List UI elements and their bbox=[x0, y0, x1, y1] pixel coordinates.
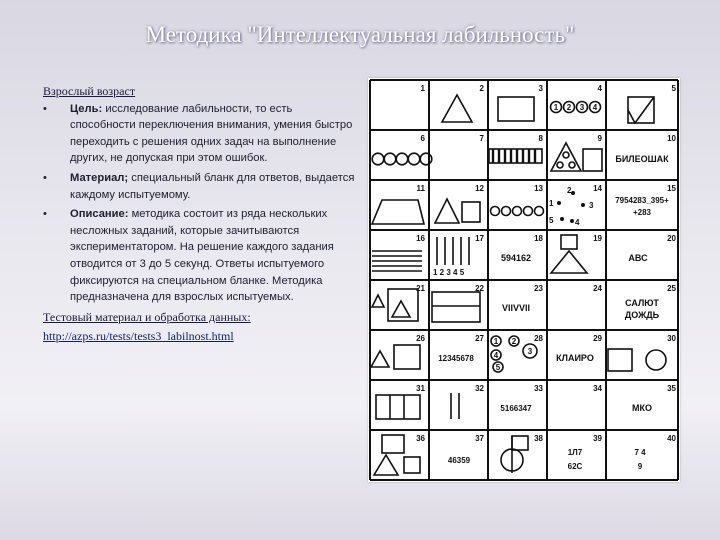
digit-label: 5 bbox=[495, 363, 501, 372]
letters-label: МКО bbox=[632, 403, 652, 413]
bullet-goal-term: Цель: bbox=[70, 102, 103, 115]
triangle-shape bbox=[435, 199, 459, 223]
grid-lines bbox=[370, 80, 678, 480]
digit-label: 1 bbox=[493, 337, 499, 346]
cell-number: 31 bbox=[416, 384, 425, 393]
test-form-grid bbox=[368, 78, 680, 482]
cell-number: 36 bbox=[416, 434, 425, 443]
square-shape bbox=[561, 235, 577, 249]
digit-label: 2 bbox=[511, 337, 517, 346]
digit-label: 3 bbox=[527, 347, 533, 356]
digit-label: 3 bbox=[589, 201, 594, 210]
cell-number: 28 bbox=[534, 334, 543, 343]
check-mark-shape bbox=[628, 97, 654, 123]
cell-number: 9 bbox=[597, 134, 602, 143]
digit-label: 4 bbox=[575, 218, 580, 227]
word-label: КЛАИРО bbox=[556, 353, 594, 363]
bullet-description bbox=[43, 206, 358, 306]
cell-number: 6 bbox=[420, 134, 425, 143]
cell-number: 37 bbox=[475, 434, 484, 443]
cell-number: 40 bbox=[667, 434, 676, 443]
cell-number: 39 bbox=[593, 434, 602, 443]
code-line-1: 1Л7 bbox=[567, 448, 583, 457]
square-shape bbox=[382, 435, 404, 453]
square-shape bbox=[404, 457, 420, 473]
square-shape bbox=[512, 436, 528, 450]
cell-number: 8 bbox=[538, 134, 543, 143]
symbols-label: VIIVVII bbox=[501, 303, 531, 313]
cell-number: 17 bbox=[475, 234, 484, 243]
cell-number: 22 bbox=[475, 284, 484, 293]
cell-number: 14 bbox=[593, 184, 602, 193]
rectangle-shape bbox=[498, 97, 534, 121]
square-shape bbox=[394, 345, 420, 369]
cell-number: 32 bbox=[475, 384, 484, 393]
cell-number: 18 bbox=[534, 234, 543, 243]
bullet-material-term: Материал; bbox=[70, 171, 129, 184]
digit-label: 2 bbox=[567, 186, 572, 195]
word-line-1: САЛЮТ bbox=[625, 298, 659, 308]
digit-label: 4 bbox=[493, 351, 499, 360]
cell-number: 27 bbox=[475, 334, 484, 343]
bullet-material bbox=[43, 170, 358, 203]
cell-number: 4 bbox=[597, 84, 602, 93]
cell-number: 35 bbox=[667, 384, 676, 393]
cell-number: 24 bbox=[593, 284, 602, 293]
triangle-shape bbox=[372, 295, 384, 307]
bullet-goal bbox=[43, 101, 358, 167]
digit-label: 2 bbox=[566, 103, 572, 112]
cell-number: 13 bbox=[534, 184, 543, 193]
bullet-list bbox=[43, 101, 358, 306]
number-label: 5166347 bbox=[500, 404, 532, 413]
cell-number: 11 bbox=[416, 184, 425, 193]
cell-number: 38 bbox=[534, 434, 543, 443]
cell-number: 3 bbox=[538, 84, 543, 93]
square-shape bbox=[583, 149, 602, 171]
code-line-1: 7 4 bbox=[634, 448, 646, 457]
cell-number: 20 bbox=[667, 234, 676, 243]
rectangle-shape bbox=[432, 292, 480, 322]
number-label: 12345678 bbox=[438, 354, 474, 363]
cell-number: 26 bbox=[416, 334, 425, 343]
bullet-material-text: специальный бланк для ответов, выдается каждому испытуемому. bbox=[70, 171, 355, 201]
cell-number: 23 bbox=[534, 284, 543, 293]
square-shape bbox=[628, 97, 654, 123]
cell-number: 5 bbox=[671, 84, 676, 93]
cell-number: 10 bbox=[667, 134, 676, 143]
code-line-2: 9 bbox=[637, 462, 643, 471]
digit-label: 4 bbox=[592, 103, 598, 112]
digit-label: 1 bbox=[553, 103, 559, 112]
number-label: 594162 bbox=[500, 253, 532, 263]
slide-title: Методика "Интеллектуальная лабильность" bbox=[145, 22, 575, 47]
triangle-with-circles bbox=[551, 143, 581, 171]
expression-line-1: 7954283_395+ bbox=[615, 196, 669, 205]
cell-number: 12 bbox=[475, 184, 484, 193]
word-label: БИЛЕОШАК bbox=[615, 154, 669, 164]
rectangle-shape bbox=[376, 395, 420, 419]
footer-label: Тестовый материал и обработка данных: bbox=[43, 309, 251, 324]
text-column bbox=[43, 83, 358, 345]
circle-shape bbox=[396, 153, 408, 165]
bullet-goal-text: исследование лабильности, то есть способности переключения внимания, умения быстро переходить с решения одних задач на выполнение других, не допуская при этом ошибок. bbox=[70, 102, 353, 165]
square-shape bbox=[462, 202, 480, 222]
cell-number: 33 bbox=[534, 384, 543, 393]
cell-number: 19 bbox=[593, 234, 602, 243]
cell-number: 29 bbox=[593, 334, 602, 343]
circle-shape bbox=[384, 153, 396, 165]
number-label: 46359 bbox=[447, 456, 471, 465]
cell-number: 34 bbox=[593, 384, 602, 393]
expression-line-2: +283 bbox=[632, 208, 652, 217]
digit-label: 1 bbox=[549, 199, 554, 208]
bullet-description-text: методика состоит из ряда нескольких несложных заданий, которые зачитываются экспериментатором. На решение каждого задания отводится от 3 до 5 секунд. Ответы испытуемого фиксируются на специальном бланке. Методика предназначена для взрослых испытуемых. bbox=[70, 208, 334, 304]
cell-number: 21 bbox=[416, 284, 425, 293]
test-form-panel bbox=[368, 78, 680, 482]
cell-number: 16 bbox=[416, 234, 425, 243]
subheading: Взрослый возраст bbox=[43, 84, 136, 98]
triangle-shape bbox=[442, 95, 472, 122]
cell-number: 30 bbox=[667, 334, 676, 343]
triangle-shape bbox=[371, 351, 389, 367]
code-line-2: 62С bbox=[567, 462, 583, 471]
circle-shape bbox=[646, 350, 666, 370]
triangle-shape bbox=[392, 301, 410, 317]
digit-label: 3 bbox=[579, 103, 585, 112]
digit-label: 5 bbox=[549, 216, 554, 225]
footer-link[interactable]: http://azps.ru/tests/tests3_labilnost.html bbox=[43, 329, 234, 344]
triangle-shape bbox=[551, 251, 587, 273]
square-shape bbox=[608, 349, 632, 371]
circle-shape bbox=[372, 153, 384, 165]
triangle-shape bbox=[374, 455, 398, 475]
trapezoid-shape bbox=[372, 200, 424, 224]
circle-shape bbox=[420, 153, 432, 165]
cell-number: 25 bbox=[667, 284, 676, 293]
cell-number: 2 bbox=[479, 84, 484, 93]
circle-shape bbox=[408, 153, 420, 165]
cell-number: 1 bbox=[420, 84, 425, 93]
cell-number: 15 bbox=[667, 184, 676, 193]
cell-number: 7 bbox=[479, 134, 484, 143]
bullet-description-term: Описание: bbox=[70, 208, 129, 221]
digits-label: 1 2 3 4 5 bbox=[433, 268, 465, 277]
word-line-2: ДОЖДЬ bbox=[624, 310, 660, 320]
letters-label: АВС bbox=[628, 253, 648, 263]
